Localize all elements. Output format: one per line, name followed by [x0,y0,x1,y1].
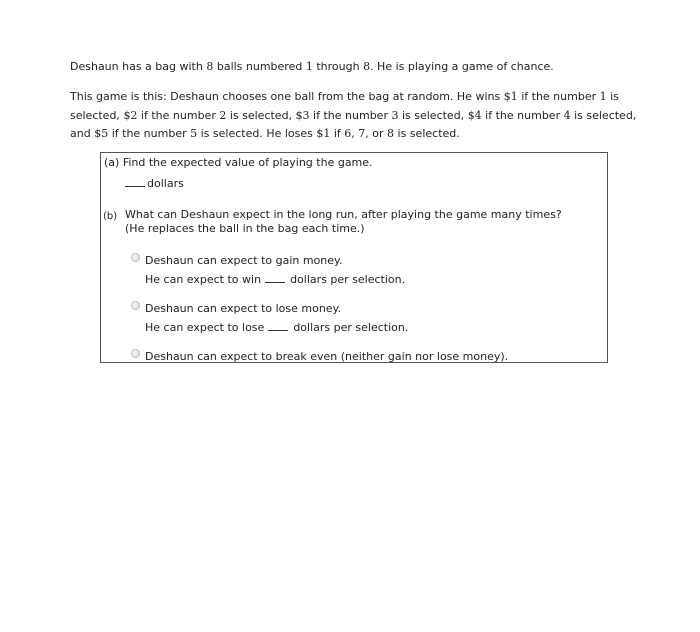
part-b-note: (He replaces the ball in the bag each time.) [125,222,365,235]
part-a-label: (a) [104,156,120,169]
problem-intro: Deshaun has a bag with 8 balls numbered 1 through 8. He is playing a game of chance. [70,60,554,73]
part-a-question: (a) Find the expected value of playing the game. [104,156,373,169]
expected-value-input[interactable] [125,176,145,187]
game-rules: This game is this: Deshaun chooses one ball from the bag at random. He wins $1 if the number 1 is selected, $2 if the number 2 is selected, $3 if the number 3 is selected, $4 if the number 4 is selected, and $5 if the number 5 is selected. He loses $1 if 6, 7, or 8 is selected. [70,90,637,140]
part-a-answer-row: dollars [125,176,184,190]
question-box [100,152,608,363]
gain-money-radio[interactable] [131,253,140,262]
lose-money-label: Deshaun can expect to lose money. [145,302,342,315]
lose-amount-input[interactable] [268,320,288,331]
part-b-question: What can Deshaun expect in the long run, after playing the game many times? [125,208,562,221]
gain-money-label: Deshaun can expect to gain money. [145,254,343,267]
break-even-radio[interactable] [131,349,140,358]
break-even-label: Deshaun can expect to break even (neither gain nor lose money). [145,350,509,363]
gain-money-detail: He can expect to win dollars per selection. [145,273,406,286]
win-amount-input[interactable] [265,272,285,283]
lose-money-radio[interactable] [131,301,140,310]
lose-money-detail: He can expect to lose dollars per selection. [145,321,409,334]
part-b-label: (b) [103,211,118,222]
